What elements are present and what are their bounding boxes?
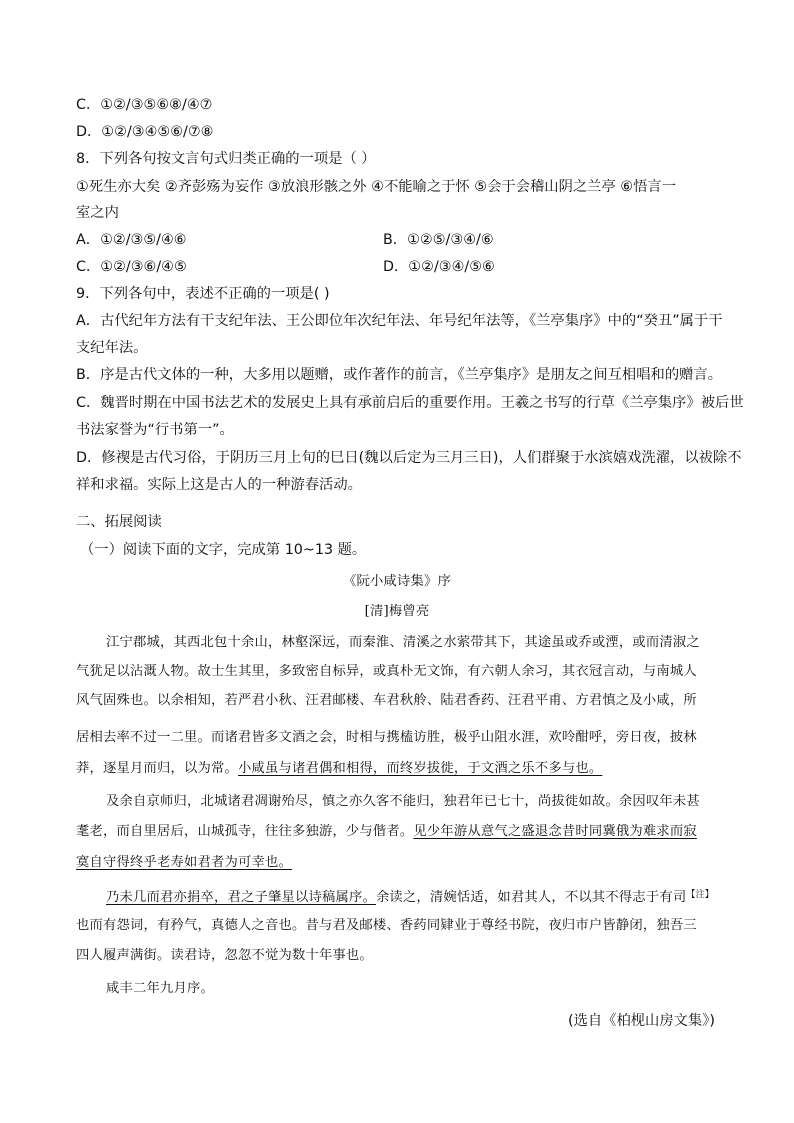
underlined-sentence-2-part1: 见少年游从意气之盛退念昔时同冀俄为难求而寂 [413,824,697,839]
footnote-marker: 【注】 [686,890,714,900]
q8-option-c: C．①②/③⑥/④⑤ [76,259,187,275]
q7-option-d: D．①②/③④⑤⑥/⑦⑧ [76,124,214,140]
q9-option-d-line1: D．修禊是古代习俗，于阴历三月上旬的巳日(魏以后定为三月三日)，人们群聚于水滨嬉戏洗濯，以祓除不 [76,450,742,466]
passage-p1-line2: 气犹足以沾溉人物。故士生其里，多致密自标异，或真朴无文饰，有六朝人余习，其衣冠言动，与南城人 [76,664,697,679]
q9-stem: 9．下列各句中，表述不正确的一项是( ) [76,286,330,302]
passage-p2-line1: 及余自京师归，北城诸君凋谢殆尽，慎之亦久客不能归，独君年已七十，尚拔徙如故。余因叹年未甚 [106,794,700,809]
q8-sentences-line2: 室之内 [76,205,119,221]
passage-p1-line4: 居相去率不过一二里。而诸君皆多文酒之会，时相与携榼访胜，极乎山阻水涯，欢呤酣呼，旁日夜，披林 [76,730,697,745]
q9-option-c-line2: 书法家誉为“行书第一”。 [76,422,234,438]
passage-p3-line1 [106,885,714,908]
q9-option-d-line2: 祥和求福。实际上这是古人的一种游春活动。 [76,477,362,493]
passage-date: 咸丰二年九月序。 [106,981,214,996]
q9-option-c-line1: C．魏晋时期在中国书法艺术的发展史上具有承前启后的重要作用。王羲之书写的行草《兰亭集序》被后世 [76,395,744,411]
passage-p1-line1: 江宁郡城，其西北包十余山，林壑深远，而秦淮、清溪之水萦带其下，其途虽或乔或湮，或而清淑之 [106,635,700,650]
q9-option-b: B．序是古代文体的一种，大多用以题赠，或作著作的前言，《兰亭集序》是朋友之间互相唱和的赠言。 [76,367,723,383]
underlined-sentence-2-part2: 寞自守得终乎老寿如君者为可幸也。 [76,855,292,870]
passage-p2-line2-text: 耄老，而自里居后，山城孤寺，往往多独游，少与偕者。 [76,824,414,839]
passage-author: [清]梅曾亮 [364,604,430,619]
q7-option-c: C．①②/③⑤⑥⑧/④⑦ [76,97,213,113]
passage-p1-line3: 风气固殊也。以余相知，若严君小秋、汪君邮楼、车君秋舲、陆君香药、汪君平甫、方君慎之及小咸，所 [76,693,697,708]
underlined-sentence-3: 乃未几而君亦捐卒，君之子肇星以诗稿属序。 [106,890,376,905]
section-instruction: （一）阅读下面的文字，完成第 10~13 题。 [80,542,367,558]
passage-p3-line2: 也而有怨词，有矜气，真德人之音也。昔与君及邮楼、香药同肄业于尊经书院，夜归市户皆静闭，独吾三 [76,918,697,933]
passage-source: (选自《柏枧山房文集》) [568,1013,715,1029]
passage-p1-line5-text: 莽，逐星月而归，以为常。 [76,761,238,776]
underlined-sentence-1: 小咸虽与诸君偶和相得，而终岁拔徙，于文酒之乐不多与也。 [237,761,603,776]
passage-p3-line1-text: 余读之，清婉恬适，如君其人，不以其不得志于有司 [375,890,687,905]
passage-p1-line5 [76,759,602,779]
q8-stem: 8．下列各句按文言句式归类正确的一项是（ ） [76,151,376,167]
q9-option-a-line1: A．古代纪年方法有干支纪年法、王公即位年次纪年法、年号纪年法等，《兰亭集序》中的“癸丑”属于干 [76,313,723,329]
passage-p2-line2 [76,822,697,842]
passage-title: 《阮小咸诗集》序 [343,574,451,589]
q8-option-b: B．①②⑤/③④/⑥ [383,232,494,248]
q8-sentences-line1: ①死生亦大矣 ②齐彭殇为妄作 ③放浪形骸之外 ④不能喻之于怀 ⑤会于会稽山阴之兰亭 ⑥悟言一 [76,179,677,195]
q8-option-a: A．①②/③⑤/④⑥ [76,232,187,248]
passage-p3-line3: 四人履声满街。读君诗，忽忽不觉为数十年事也。 [76,948,373,963]
q8-option-d: D．①②/③④/⑤⑥ [383,259,495,275]
q9-option-a-line2: 支纪年法。 [76,340,148,356]
section-heading: 二、拓展阅读 [76,514,162,530]
